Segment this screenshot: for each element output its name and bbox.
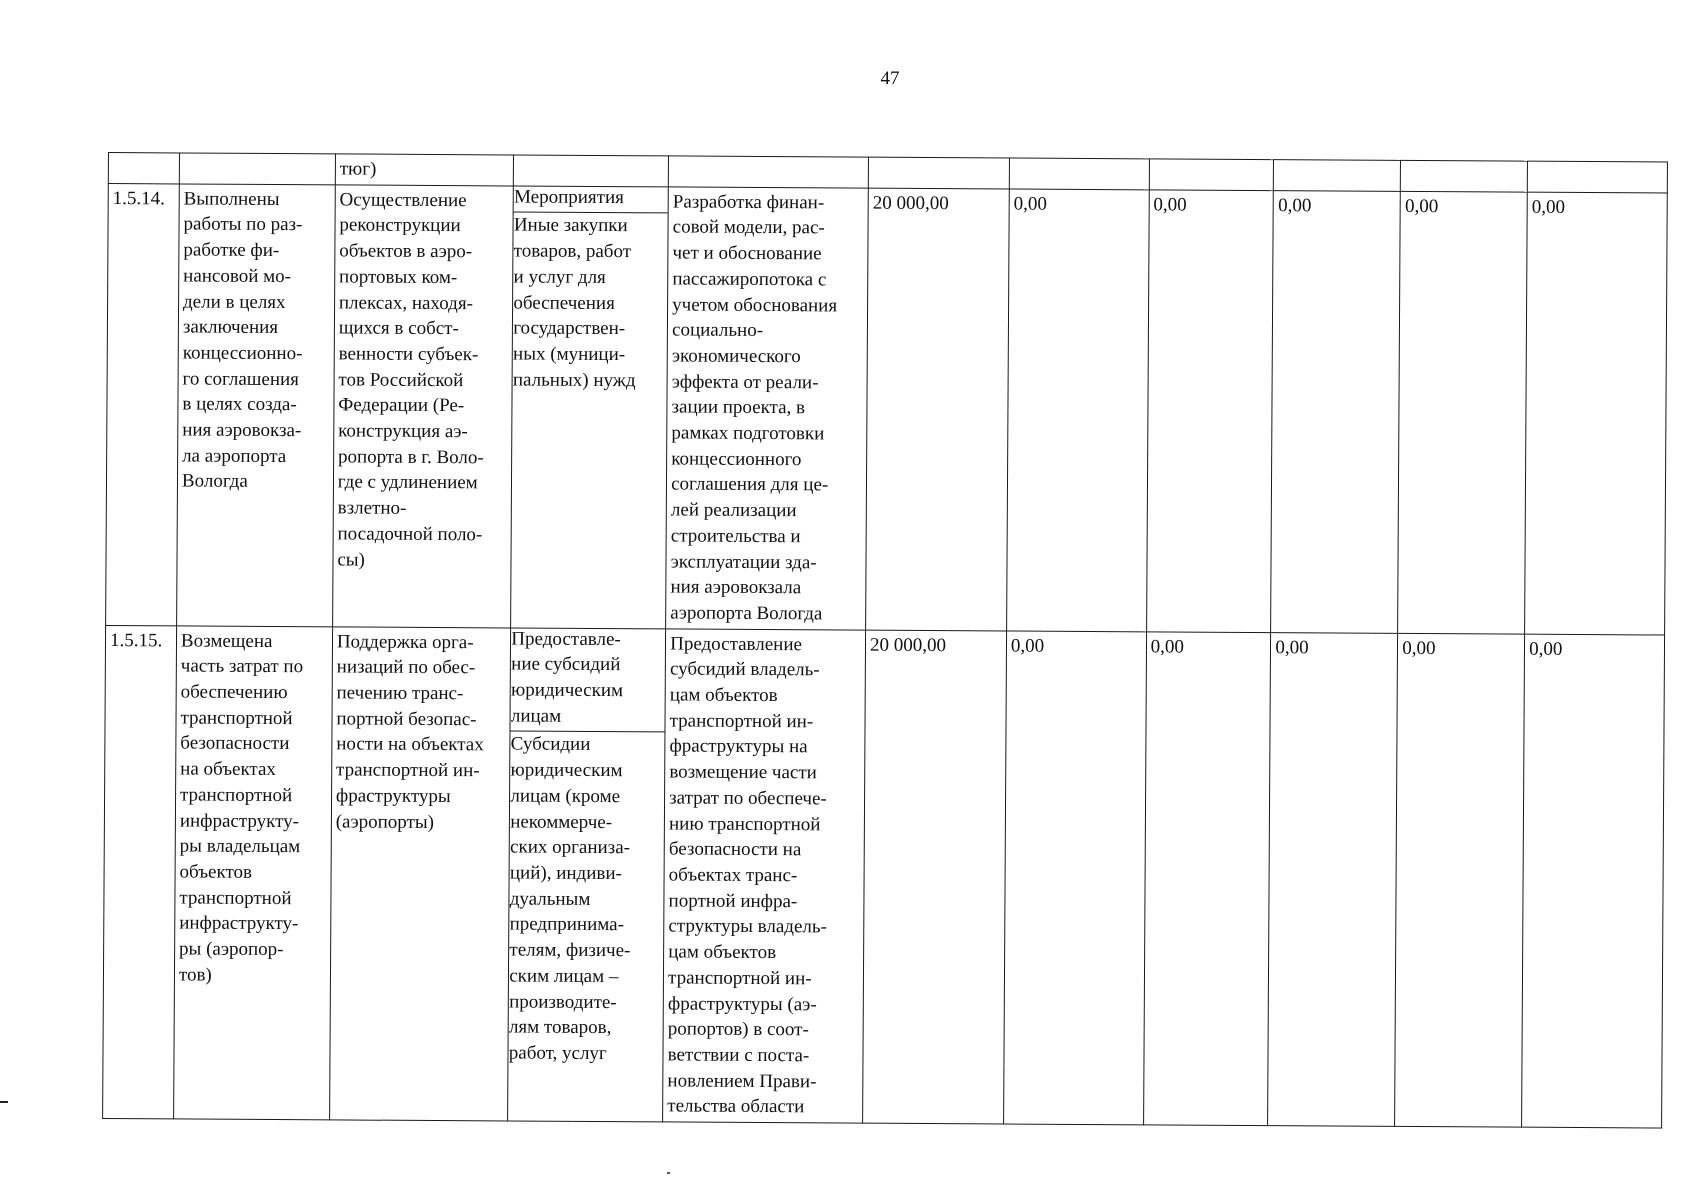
cell-empty	[1149, 159, 1274, 190]
expense-type-cell	[511, 186, 669, 629]
cell-empty	[1009, 158, 1149, 190]
cell-empty	[108, 153, 179, 184]
expense-type-cell	[508, 628, 666, 1122]
expense-type-top: Предоставле- ние субсидий юридическим лицам	[508, 628, 666, 733]
value-cell: 0,00	[1271, 190, 1401, 633]
cell-empty	[1401, 160, 1528, 191]
value-cell: 0,00	[1522, 634, 1665, 1128]
page-number: 47	[880, 68, 900, 89]
cell-empty	[1274, 160, 1401, 191]
table-row	[106, 183, 1668, 634]
value-cell: 20 000,00	[863, 630, 1007, 1124]
expense-type-top: Мероприятия	[511, 186, 669, 214]
row-number: 1.5.15.	[103, 625, 177, 1119]
result-cell: Выполнены работы по раз- работке фи- нансовой мо- дели в целях заключения концессионно- го соглашения в целях созда- ния аэровокза- ла аэропорта Вологда	[177, 184, 336, 627]
value-cell: 0,00	[1268, 632, 1398, 1126]
table-row	[103, 625, 1665, 1128]
value-cell: 0,00	[1007, 189, 1149, 632]
expense-type-bottom: Субсидии юридическим лицам (кроме некоммерче- ских организа- ций), индиви- дуальным предпринима- телям, физиче- ским лицам – производите- лям товаров, работ, услуг	[508, 733, 631, 1064]
cell-empty	[668, 156, 868, 188]
description-cell: Предоставление субсидий владель- цам объектов транспортной ин- фраструктуры на возмещение части затрат по обеспече- нию транспортной безопасности на объектах транс- портной инфра- структуры владель- цам объектов транспортной ин- фраструктуры (аэ- ропортов) в соот- ветствии с поста- новлением Прави- тельства области	[663, 629, 866, 1124]
value-cell: 0,00	[1525, 192, 1668, 635]
value-cell: 0,00	[1146, 190, 1273, 633]
cell-empty	[1527, 161, 1667, 193]
scan-mark	[0, 1101, 8, 1103]
value-cell: 20 000,00	[866, 188, 1010, 631]
continuation-text: тюг)	[335, 154, 514, 186]
description-cell: Разработка финан- совой модели, рас- чет и обоснование пассажиропотока с учетом обоснования социально- экономического эффекта от реали- зации проекта, в рамках подготовки концессионного соглашения для це- лей реализации строительства и эксплуатации зда- ния аэровокзала аэропорта Вологда	[666, 187, 869, 630]
value-cell: 0,00	[1004, 631, 1147, 1125]
cell-empty	[179, 153, 335, 185]
result-cell: Возмещена часть затрат по обеспечению транспортной безопасности на объектах транспортной инфраструкту- ры владельцам объектов транспортной инфраструкту- ры (аэропор- тов)	[174, 626, 333, 1120]
cell-empty	[514, 155, 669, 187]
program-table	[102, 152, 1668, 1129]
expense-type-bottom: Иные закупки товаров, работ и услуг для обеспечения государствен- ных (муници- пальных) нужд	[512, 214, 636, 391]
value-cell: 0,00	[1143, 632, 1271, 1126]
scan-speck	[667, 1172, 670, 1174]
value-cell: 0,00	[1398, 191, 1528, 634]
cell-empty	[868, 157, 1009, 189]
measure-cell: Поддержка орга- низаций по обес- печению транс- портной безопас- ности на объектах транспортной ин- фраструктуры (аэропорты)	[329, 627, 510, 1121]
value-cell: 0,00	[1395, 633, 1525, 1127]
row-number: 1.5.14.	[106, 183, 180, 625]
measure-cell: Осуществление реконструкции объектов в аэро- портовых ком- плексах, находя- щихся в собст- венности субъек- тов Российской Федерации (Ре- конструкция аэ- ропорта в г. Воло- где с удлинением взлетно- посадочной поло- сы)	[332, 185, 513, 628]
